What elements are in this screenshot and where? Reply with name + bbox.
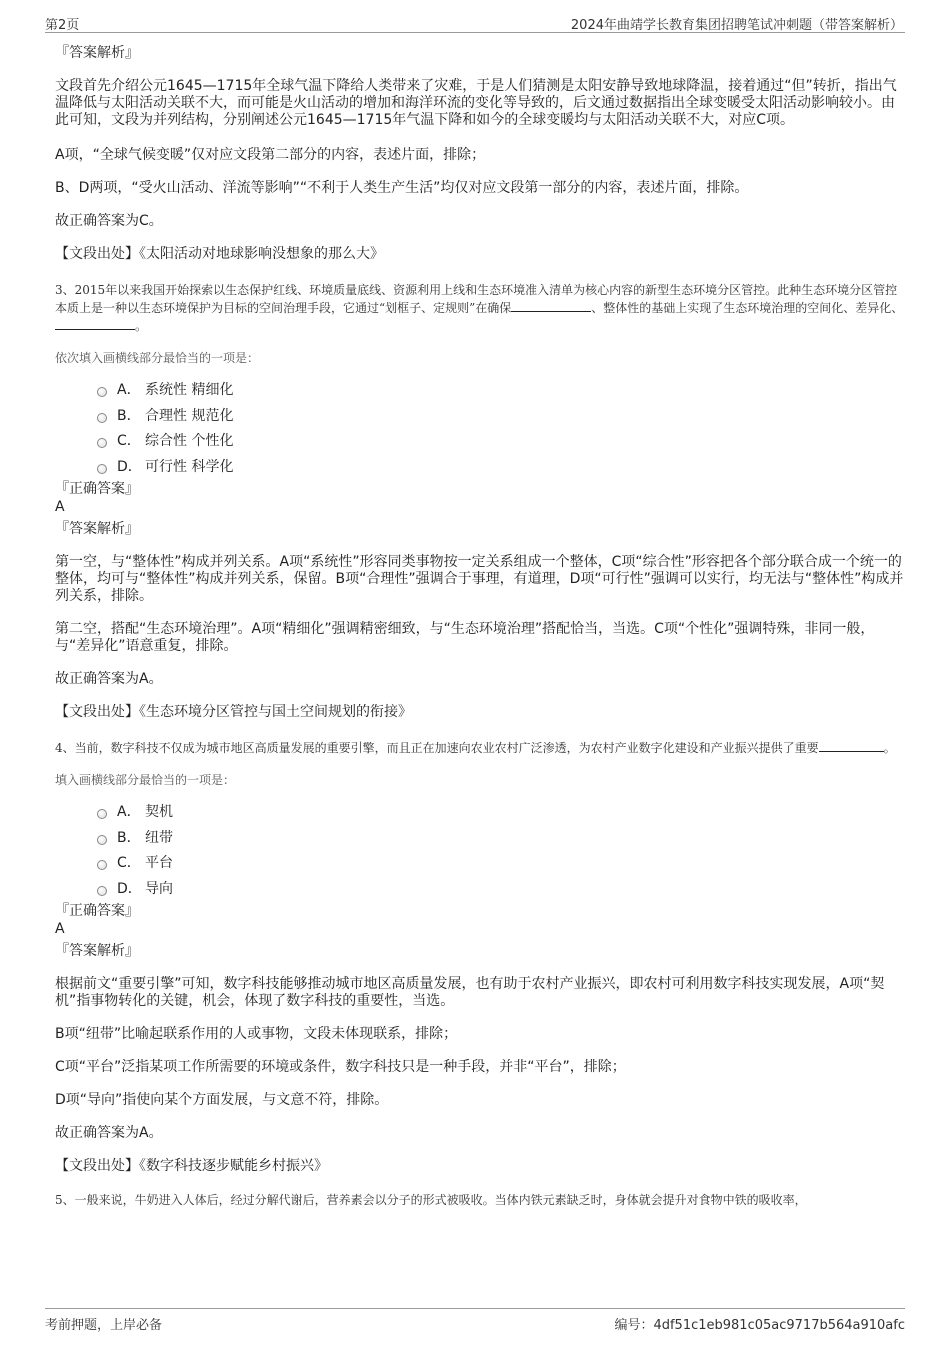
- footer-slogan: 考前押题，上岸必备: [45, 1318, 163, 1333]
- passage-source: 【文段出处】《数字科技逐步赋能乡村振兴》: [55, 1158, 328, 1174]
- option-a[interactable]: A． 契机: [97, 800, 905, 826]
- analysis-tag: 『答案解析』: [55, 943, 139, 959]
- fill-blank: [511, 299, 591, 312]
- radio-button-icon[interactable]: [97, 438, 107, 448]
- question-prompt: 填入画横线部分最恰当的一项是：: [55, 773, 236, 787]
- document-title: 2024年曲靖学长教育集团招聘笔试冲刺题（带答案解析）: [570, 18, 903, 33]
- analysis-paragraph: A项，“全球气候变暖”仅对应文段第二部分的内容，表述片面，排除；: [55, 147, 486, 163]
- radio-button-icon[interactable]: [97, 886, 107, 896]
- passage-source: 【文段出处】《生态环境分区管控与国土空间规划的衔接》: [55, 704, 412, 720]
- question-prompt: 依次填入画横线部分最恰当的一项是：: [55, 351, 260, 365]
- question-stem: 4、当前，数字科技不仅成为城市地区高质量发展的重要引擎，而且正在加速向农业农村广泛渗透，为农村产业数字化建设和产业振兴提供了重要 。: [55, 741, 896, 755]
- correct-answer: A: [55, 921, 65, 937]
- analysis-paragraph: 根据前文“重要引擎”可知，数字科技能够推动城市地区高质量发展，也有助于农村产业振兴，即农村可利用数字科技实现发展，A项“契机”指事物转化的关键，机会，体现了数字科技的重要性，当选。: [55, 976, 885, 1009]
- analysis-paragraph: D项“导向”指使向某个方面发展，与文意不符，排除。: [55, 1092, 389, 1108]
- option-d[interactable]: D． 可行性 科学化: [97, 455, 905, 481]
- correct-answer-tag: 『正确答案』: [55, 481, 139, 497]
- analysis-tag: 『答案解析』: [55, 45, 139, 61]
- question-stem: 3、2015年以来我国开始探索以生态保护红线、环境质量底线、资源利用上线和生态环境准入清单为核心内容的新型生态环境分区管控。此种生态环境分区管控本质上是一种以生态环境保护为目标的空间治理手段，它通过“划框子、定规则”在确保 、整体性的基础上实现了生态环境治理的空间化、差异化、。: [55, 283, 904, 333]
- answer-conclusion: 故正确答案为A。: [55, 671, 163, 687]
- page-footer: [45, 1308, 905, 1333]
- answer-conclusion: 故正确答案为A。: [55, 1125, 163, 1141]
- radio-button-icon[interactable]: [97, 860, 107, 870]
- analysis-paragraph: 文段首先介绍公元1645—1715年全球气温下降给人类带来了灾难，于是人们猜测是太阳安静导致地球降温，接着通过“但”转折，指出气温降低与太阳活动关联不大，而可能是火山活动的增加和海洋环流的变化等导致的，后文通过数据指出全球变暖受太阳活动影响较小。由此可知，文段为并列结构，分别阐述公元1645—1715年气温下降和如今的全球变暖均与太阳活动关联不大，对应C项。: [55, 78, 897, 128]
- radio-button-icon[interactable]: [97, 413, 107, 423]
- document-id: 编号：4df51c1eb981c05ac9717b564a910afc: [614, 1318, 905, 1333]
- radio-button-icon[interactable]: [97, 387, 107, 397]
- correct-answer-tag: 『正确答案』: [55, 903, 139, 919]
- option-c[interactable]: C． 综合性 个性化: [97, 429, 905, 455]
- page-number: 第2页: [45, 18, 80, 33]
- option-list: [55, 378, 905, 480]
- option-a[interactable]: A． 系统性 精细化: [97, 378, 905, 404]
- analysis-paragraph: B项“纽带”比喻起联系作用的人或事物，文段未体现联系，排除；: [55, 1026, 458, 1042]
- radio-button-icon[interactable]: [97, 809, 107, 819]
- fill-blank: [55, 317, 135, 330]
- analysis-paragraph: C项“平台”泛指某项工作所需要的环境或条件，数字科技只是一种手段，并非“平台”，排除；: [55, 1059, 626, 1075]
- option-c[interactable]: C． 平台: [97, 851, 905, 877]
- analysis-paragraph: 第二空，搭配“生态环境治理”。A项“精细化”强调精密细致，与“生态环境治理”搭配恰当，当选。C项“个性化”强调特殊，非同一般，与“差异化”语意重复，排除。: [55, 621, 875, 654]
- radio-button-icon[interactable]: [97, 464, 107, 474]
- analysis-tag: 『答案解析』: [55, 521, 139, 537]
- option-b[interactable]: B． 合理性 规范化: [97, 404, 905, 430]
- page-header: [45, 12, 905, 33]
- analysis-paragraph: 第一空，与“整体性”构成并列关系。A项“系统性”形容同类事物按一定关系组成一个整体，C项“综合性”形容把各个部分联合成一个统一的整体，均可与“整体性”构成并列关系，保留。B项“合理性”强调合于事理，有道理，D项“可行性”强调可以实行，均无法与“整体性”构成并列关系，排除。: [55, 554, 904, 604]
- option-b[interactable]: B． 纽带: [97, 826, 905, 852]
- page-content: [55, 44, 905, 1209]
- option-list: [55, 800, 905, 902]
- option-d[interactable]: D． 导向: [97, 877, 905, 903]
- analysis-paragraph: B、D两项，“受火山活动、洋流等影响”“不利于人类生产生活”均仅对应文段第一部分的内容，表述片面，排除。: [55, 180, 749, 196]
- fill-blank: [819, 739, 884, 752]
- radio-button-icon[interactable]: [97, 835, 107, 845]
- answer-conclusion: 故正确答案为C。: [55, 213, 163, 229]
- question-stem: 5、一般来说，牛奶进入人体后，经过分解代谢后，营养素会以分子的形式被吸收。当体内铁元素缺乏时，身体就会提升对食物中铁的吸收率，: [55, 1193, 807, 1207]
- correct-answer: A: [55, 499, 65, 515]
- passage-source: 【文段出处】《太阳活动对地球影响没想象的那么大》: [55, 246, 384, 262]
